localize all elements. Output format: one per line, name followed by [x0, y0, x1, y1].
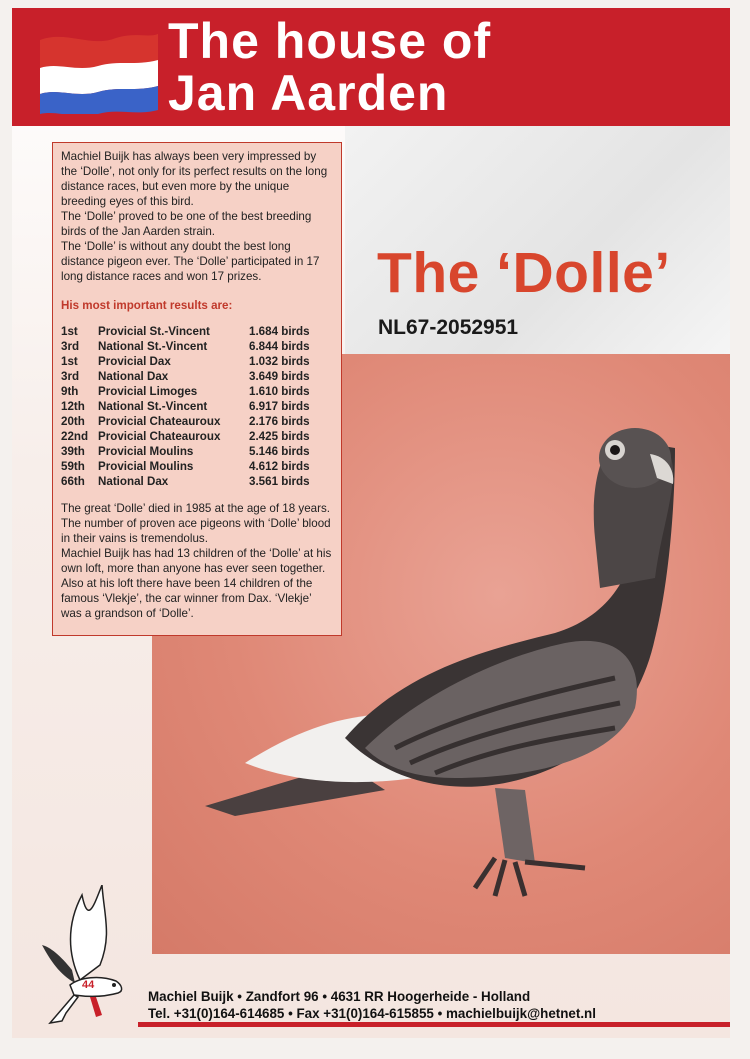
- result-race: Provicial Moulins: [98, 460, 194, 473]
- footer-divider: [138, 1022, 730, 1027]
- result-race: Provicial St.-Vincent: [98, 325, 210, 338]
- footer-contact: Tel. +31(0)164-614685 • Fax +31(0)164-615855 • machielbuijk@hetnet.nl: [148, 1006, 596, 1021]
- intro-paragraph-2: The ‘Dolle’ proved to be one of the best breeding birds of the Jan Aarden strain.: [61, 210, 312, 238]
- result-birds: 3.649 birds: [249, 370, 310, 383]
- table-row: [61, 339, 310, 354]
- result-race: Provicial Dax: [98, 355, 171, 368]
- result-place: 9th: [61, 385, 79, 398]
- outro-paragraph-1: The great ‘Dolle’ died in 1985 at the age of 18 years. The number of proven ace pigeons with ‘Dolle’ blood in their vains is tremendolus.: [61, 502, 331, 545]
- result-birds: 3.561 birds: [249, 475, 310, 488]
- intro-paragraph-3: The ‘Dolle’ is without any doubt the best long distance pigeon ever. The ‘Dolle’ participated in 17 long distance races and won 17 prizes.: [61, 240, 320, 283]
- page-number: 44: [82, 979, 95, 991]
- result-place: 22nd: [61, 430, 89, 443]
- results-table: [61, 324, 310, 489]
- table-row: [61, 354, 310, 369]
- dutch-flag-icon: [36, 30, 162, 114]
- result-place: 3rd: [61, 370, 80, 383]
- result-birds: 2.425 birds: [249, 430, 310, 443]
- result-race: Provicial Chateauroux: [98, 415, 221, 428]
- result-race: National St.-Vincent: [98, 400, 208, 413]
- result-birds: 1.032 birds: [249, 355, 310, 368]
- result-place: 20th: [61, 415, 85, 428]
- result-birds: 6.844 birds: [249, 340, 310, 353]
- table-row: [61, 324, 310, 339]
- table-row: [61, 369, 310, 384]
- result-birds: 1.610 birds: [249, 385, 310, 398]
- header-title-line1: The house of: [168, 13, 492, 69]
- result-race: Provicial Chateauroux: [98, 430, 221, 443]
- result-race: National St.-Vincent: [98, 340, 208, 353]
- table-row: [61, 414, 310, 429]
- result-birds: 2.176 birds: [249, 415, 310, 428]
- result-race: Provicial Moulins: [98, 445, 194, 458]
- result-race: National Dax: [98, 475, 169, 488]
- dove-logo-icon: [30, 885, 130, 1030]
- result-place: 1st: [61, 355, 78, 368]
- result-race: National Dax: [98, 370, 169, 383]
- table-row: [61, 384, 310, 399]
- header-title-line2: Jan Aarden: [168, 65, 449, 121]
- result-birds: 1.684 birds: [249, 325, 310, 338]
- table-row: [61, 474, 310, 489]
- result-race: Provicial Limoges: [98, 385, 198, 398]
- result-place: 39th: [61, 445, 85, 458]
- table-row: [61, 444, 310, 459]
- result-birds: 6.917 birds: [249, 400, 310, 413]
- intro-text-box: [52, 142, 342, 636]
- footer-address: Machiel Buijk • Zandfort 96 • 4631 RR Hoogerheide - Holland: [148, 989, 531, 1004]
- table-row: [61, 399, 310, 414]
- result-place: 66th: [61, 475, 85, 488]
- result-place: 59th: [61, 460, 85, 473]
- result-birds: 5.146 birds: [249, 445, 310, 458]
- table-row: [61, 459, 310, 474]
- intro-paragraph-1: Machiel Buijk has always been very impressed by the ‘Dolle’, not only for its perfect results on the long distance races, but even more by the unique breeding eyes of this bird.: [61, 150, 328, 208]
- bird-name-title: The ‘Dolle’: [377, 241, 671, 305]
- table-row: [61, 429, 310, 444]
- result-place: 12th: [61, 400, 85, 413]
- results-heading: His most important results are:: [61, 299, 233, 312]
- result-birds: 4.612 birds: [249, 460, 310, 473]
- outro-paragraph-2: Machiel Buijk has had 13 children of the ‘Dolle’ at his own loft, more than anyone has ever seen together. Also at his loft there have been 14 children of the famous ‘Vlekje’, the car winner from Dax. ‘Vlekje’ was a grandson of ‘Dolle’.: [61, 547, 332, 620]
- result-place: 3rd: [61, 340, 80, 353]
- result-place: 1st: [61, 325, 78, 338]
- ring-number: NL67-2052951: [378, 316, 519, 339]
